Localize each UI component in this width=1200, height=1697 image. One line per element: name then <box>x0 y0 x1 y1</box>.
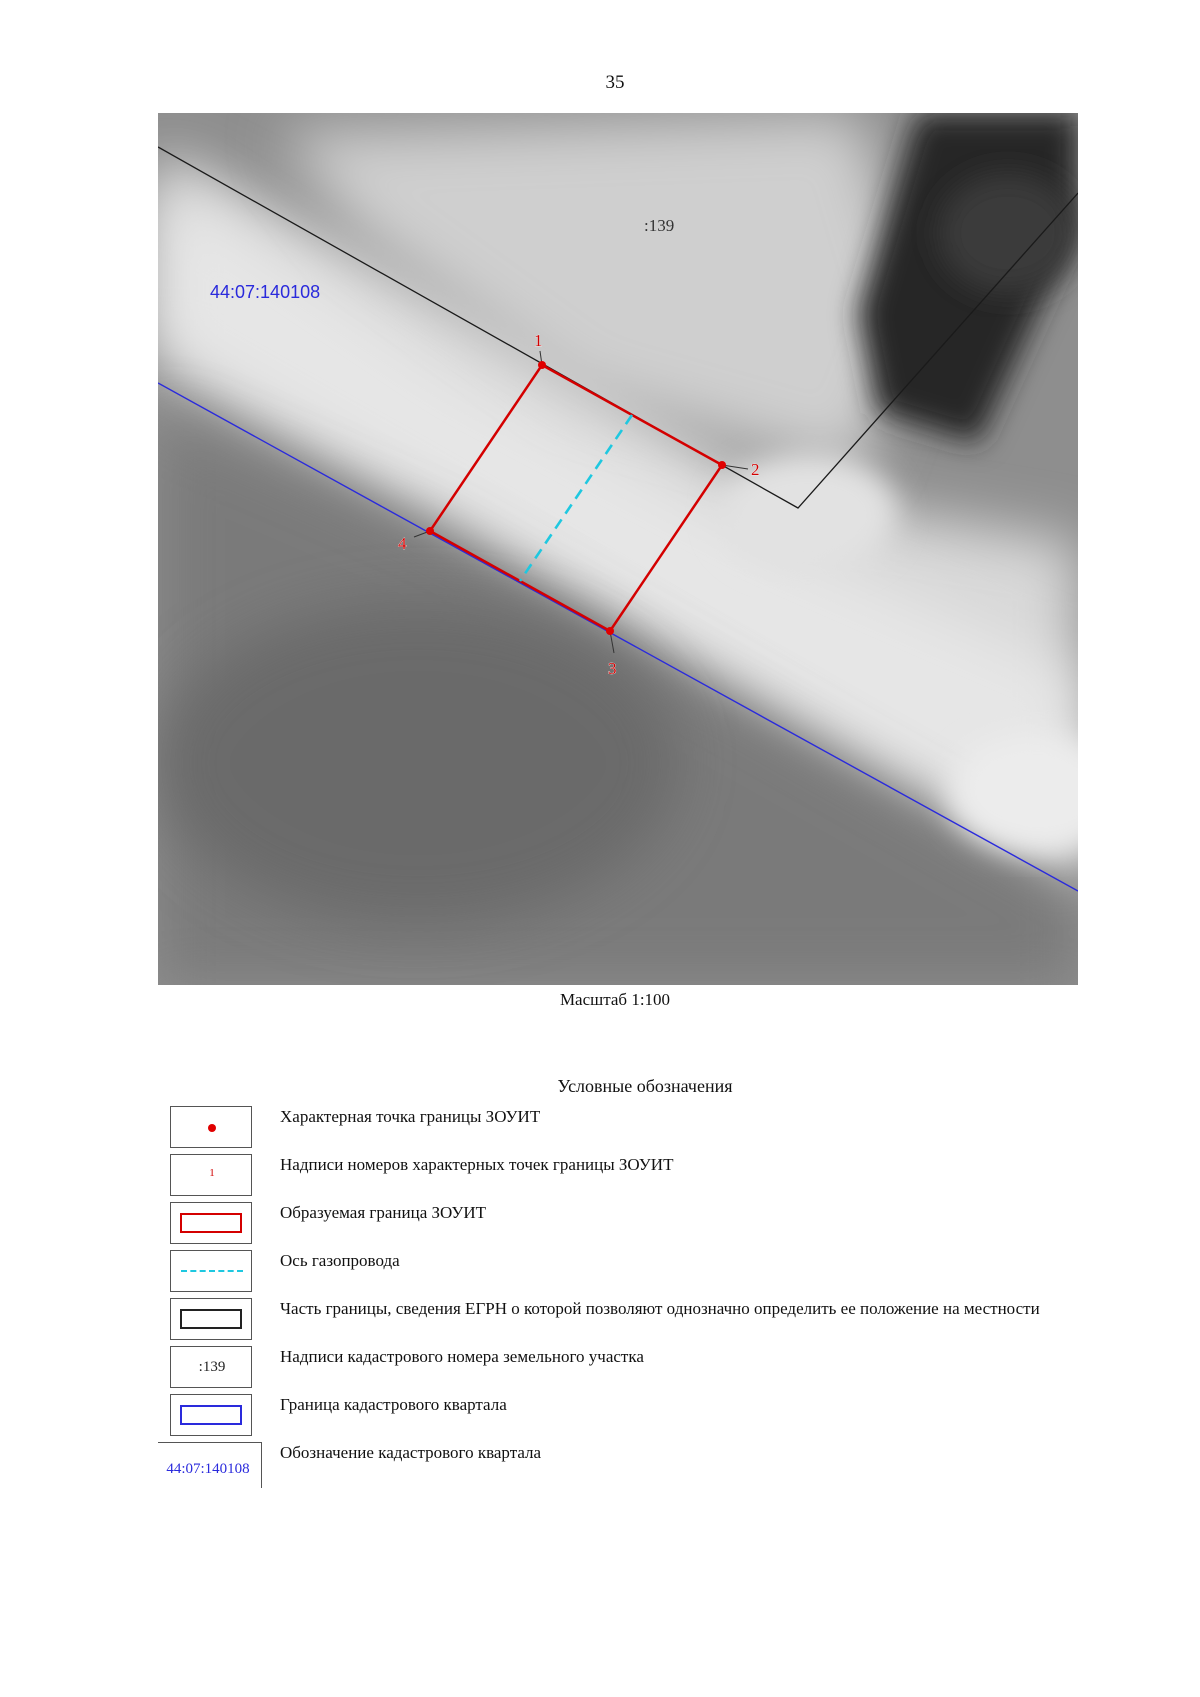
legend-label: Часть границы, сведения ЕГРН о которой позволяют однозначно определить ее положение на местности <box>280 1299 1040 1318</box>
black-rectangle-icon <box>180 1309 242 1329</box>
quarter-number-sample: 44:07:140108 <box>166 1461 250 1477</box>
red-rectangle-icon <box>180 1213 242 1233</box>
legend-title: Условные обозначения <box>557 1076 733 1096</box>
legend-item-quarter-boundary <box>168 1394 1088 1440</box>
legend-item-parcel-boundary <box>168 1298 1088 1344</box>
legend-label: Надписи кадастрового номера земельного участка <box>280 1347 644 1366</box>
legend-symbol-box <box>170 1202 252 1244</box>
scale-caption: Масштаб 1:100 <box>559 990 671 1009</box>
cyan-dashed-line-icon <box>181 1270 243 1272</box>
legend-item-point <box>168 1106 1088 1152</box>
legend-label: Образуемая граница ЗОУИТ <box>280 1203 487 1222</box>
legend-label: Надписи номеров характерных точек границы ЗОУИТ <box>280 1155 674 1174</box>
point-symbol-icon <box>208 1124 216 1132</box>
legend-symbol-box <box>170 1298 252 1340</box>
legend-label: Ось газопровода <box>280 1251 400 1270</box>
aerial-photo-background <box>158 113 1078 985</box>
legend-label: Граница кадастрового квартала <box>280 1395 507 1414</box>
legend-symbol-box <box>170 1346 252 1388</box>
legend-item-zouit-boundary <box>168 1202 1088 1248</box>
page-number: 35 <box>605 72 625 93</box>
point-label-3: 3 <box>608 659 617 678</box>
point-label-1: 1 <box>534 331 543 350</box>
legend-label: Характерная точка границы ЗОУИТ <box>280 1107 541 1126</box>
point-label-2: 2 <box>751 460 760 479</box>
legend-item-pipeline-axis <box>168 1250 1088 1296</box>
legend-symbol-box <box>170 1250 252 1292</box>
point-number-sample: 1 <box>209 1167 215 1179</box>
legend-item-quarter-number <box>168 1442 1088 1488</box>
cadastral-map <box>158 113 1078 985</box>
blue-rectangle-icon <box>180 1405 242 1425</box>
legend-symbol-box <box>158 1442 262 1488</box>
zouit-point-4 <box>426 527 434 535</box>
legend-label: Обозначение кадастрового квартала <box>280 1443 542 1462</box>
legend-symbol-box <box>170 1394 252 1436</box>
parcel-label: :139 <box>644 216 675 235</box>
legend-symbol-box <box>170 1106 252 1148</box>
zouit-point-3 <box>606 627 614 635</box>
zouit-point-1 <box>538 361 546 369</box>
point-label-4: 4 <box>398 534 407 553</box>
legend-symbol-box <box>170 1154 252 1196</box>
legend-item-parcel-number <box>168 1346 1088 1392</box>
legend-item-point-number <box>168 1154 1088 1200</box>
map-svg <box>158 113 1078 985</box>
quarter-label: 44:07:140108 <box>210 282 321 302</box>
parcel-number-sample: :139 <box>198 1359 226 1375</box>
zouit-point-2 <box>718 461 726 469</box>
